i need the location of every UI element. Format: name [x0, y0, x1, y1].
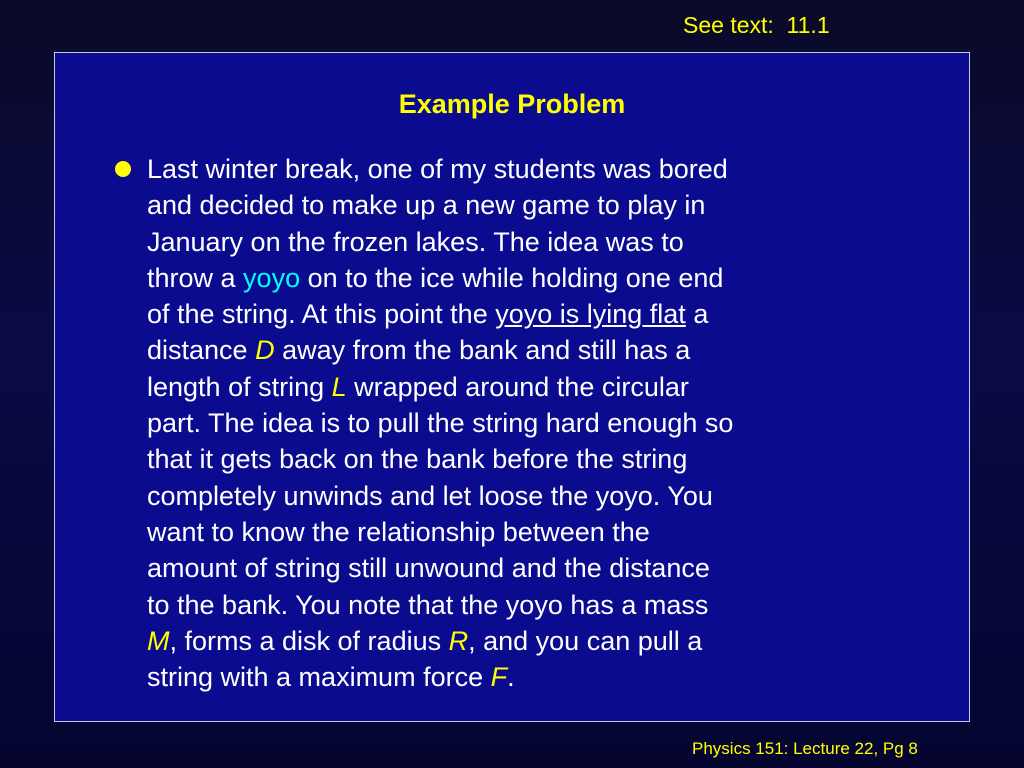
text-run: distance — [147, 335, 256, 366]
slide-panel — [54, 52, 970, 722]
problem-text — [147, 151, 907, 695]
variable-l: L — [331, 371, 347, 402]
text-run: . — [507, 662, 515, 693]
text-run: , forms a disk of radius — [169, 625, 449, 656]
bullet-dot-icon — [115, 161, 131, 177]
text-line: want to know the relationship between the — [147, 516, 650, 547]
text-line — [147, 659, 907, 695]
text-run: length of string — [147, 371, 332, 402]
variable-d: D — [255, 335, 275, 366]
text-run: on to the ice while holding one end — [300, 262, 724, 293]
text-run: , and you can pull a — [468, 625, 703, 656]
underlined-phrase: yoyo is lying flat — [495, 299, 686, 330]
variable-r: R — [448, 625, 469, 656]
slide-title: Example Problem — [398, 89, 626, 119]
text-line — [147, 623, 907, 659]
text-line: that it gets back on the bank before the string — [147, 444, 688, 475]
text-run: of the string. At this point the — [147, 299, 496, 330]
text-run: string with a maximum force — [147, 662, 491, 693]
text-run: throw a — [147, 262, 244, 293]
text-line: Last winter break, one of my students was bored — [147, 154, 728, 184]
text-line: completely unwinds and let loose the yoyo. You — [147, 480, 713, 511]
section-reference: See text: 11.1 — [683, 12, 830, 38]
text-line — [147, 332, 907, 368]
variable-m: M — [147, 625, 170, 656]
text-line — [147, 296, 907, 332]
text-line: and decided to make up a new game to play in — [147, 190, 706, 221]
text-line — [147, 260, 907, 296]
highlight-yoyo: yoyo — [243, 262, 301, 293]
text-line: amount of string still unwound and the distance — [147, 553, 710, 584]
text-run: wrapped around the circular — [346, 371, 689, 402]
variable-f: F — [490, 662, 508, 693]
text-line — [147, 369, 907, 405]
text-line: part. The idea is to pull the string hard enough so — [147, 408, 734, 439]
text-run: a — [685, 299, 709, 330]
slide-footer: Physics 151: Lecture 22, Pg 8 — [692, 739, 918, 758]
text-line: January on the frozen lakes. The idea was to — [147, 226, 684, 257]
text-line: to the bank. You note that the yoyo has a mass — [147, 589, 709, 620]
text-run: away from the bank and still has a — [274, 335, 691, 366]
